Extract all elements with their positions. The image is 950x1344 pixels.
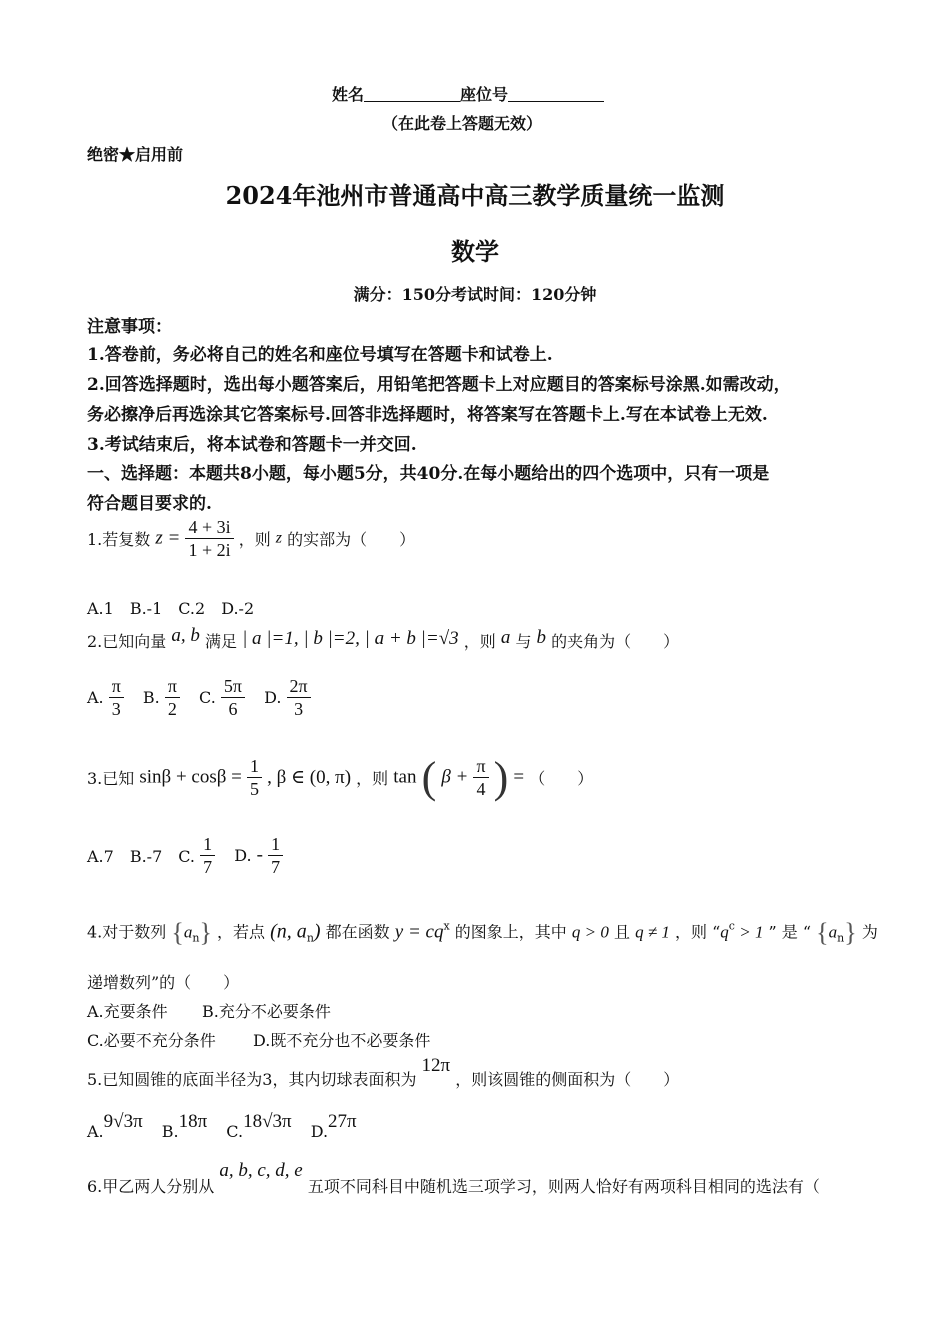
q3-opt-d: D. (234, 846, 252, 865)
q4-prefix: 4.对于数列 (87, 922, 167, 942)
q5-val-d: 27π (328, 1111, 357, 1132)
seat-blank (508, 85, 604, 102)
q1-prefix: 1.若复数 (87, 530, 151, 549)
q6-suffix: 五项不同科目中随机选三项学习，则两人恰好有两项科目相同的选法有（ (307, 1177, 820, 1196)
q4-qc: q (720, 922, 729, 942)
q2-condition: | a |=1, | b |=2, | a + b |=√3 (242, 628, 459, 649)
q3-c-den: 7 (203, 857, 213, 877)
exam-title: 2024年池州市普通高中高三教学质量统一监测 (225, 181, 725, 210)
q2-frac-a (109, 675, 124, 720)
question-2 (87, 625, 679, 652)
seat-label: 座位号 (460, 85, 509, 104)
q2-b-num: π (165, 675, 180, 698)
question-1 (87, 516, 415, 561)
q2-b-den: 2 (167, 699, 177, 719)
q3-f-den: 5 (249, 779, 259, 799)
q5-suffix: ，则该圆锥的侧面积为（ ） (455, 1070, 680, 1089)
q2-opt-a: A. (87, 688, 104, 707)
q3-f-num: 1 (247, 755, 262, 778)
q2-cond-label: 满足 (204, 632, 237, 651)
q2-a-den: 3 (111, 699, 121, 719)
q4-qie: 且 (613, 922, 630, 942)
q2-options (87, 675, 311, 720)
q2-vars: a, b (171, 625, 200, 646)
q4-point: (n, a (270, 920, 307, 943)
q4-point-end: ) (313, 920, 321, 943)
q5-opt-c: C. (226, 1122, 244, 1141)
q1-mid: ，则 (238, 530, 271, 549)
q3-neg: - (256, 844, 263, 866)
q6-prefix: 6.甲乙两人分别从 (87, 1177, 215, 1196)
q5-prefix: 5.已知圆锥的底面半径为3，其内切球表面积为 (87, 1070, 417, 1089)
q5-opt-b: B. (161, 1122, 179, 1141)
q5-area: 12π (421, 1055, 451, 1076)
q4-seq: a (183, 922, 193, 942)
q4-brace2-left: { (816, 918, 829, 947)
q5-opt-a: A. (87, 1122, 104, 1141)
q3-pi-den: 4 (476, 779, 486, 799)
q1-fraction (185, 516, 233, 561)
q4-seq2: a (828, 922, 838, 942)
q3-prefix: 3.已知 (87, 769, 135, 788)
candidate-info-line (332, 82, 604, 105)
q3-eq: = (513, 766, 525, 788)
q3-mid: ，则 (356, 769, 389, 788)
q2-c-num: 5π (221, 675, 245, 698)
q4-mid4: ，则 “ (675, 922, 721, 942)
q3-frac (247, 755, 262, 800)
q4-brace-right: } (199, 918, 212, 947)
q2-frac-b (165, 675, 180, 720)
q4-option-d: D.既不充分也不必要条件 (253, 1031, 431, 1050)
q2-opt-c: C. (199, 688, 216, 707)
q3-suffix: （ ） (529, 769, 594, 788)
q4-point-sub: n (306, 931, 314, 945)
q1-var: z (275, 529, 283, 547)
q2-d-den: 3 (294, 699, 304, 719)
q3-frac-d (268, 833, 283, 878)
q5-val-a: 9√3π (103, 1111, 143, 1132)
notice-item-3: 3.考试结束后，将本试卷和答题卡一并交回. (87, 435, 417, 455)
q2-a-num: π (109, 675, 124, 698)
name-label: 姓名 (332, 85, 365, 104)
q2-d-num: 2π (287, 675, 311, 698)
q1-suffix: 的实部为（ ） (287, 530, 416, 549)
q4-option-c: C.必要不充分条件 (87, 1031, 216, 1050)
q4-brace-left: { (171, 918, 184, 947)
q2-prefix: 2.已知向量 (87, 632, 167, 651)
question-5 (87, 1055, 679, 1090)
notice-item-1: 1.答卷前，务必将自己的姓名和座位号填写在答题卡和试卷上. (87, 345, 553, 365)
q4-mid1: ，若点 (217, 922, 266, 942)
q1-lhs: z = (155, 527, 181, 549)
q4-qc-gt: > 1 (734, 922, 764, 942)
q2-mid: ，则 (463, 632, 496, 651)
q5-opt-d: D. (310, 1122, 329, 1141)
q3-d-den: 7 (271, 857, 281, 877)
q2-suffix: 的夹角为（ ） (551, 632, 680, 651)
q1-numerator: 4 + 3i (185, 516, 233, 539)
notice-item-2b: 务必擦净后再选涂其它答案标号.回答非选择题时，将答案写在答题卡上.写在本试卷上无效. (87, 405, 768, 425)
q4-qc-sup: c (728, 919, 735, 933)
q4-option-b: B.充分不必要条件 (202, 1002, 331, 1021)
question-6 (87, 1160, 820, 1197)
subject-title: 数学 (451, 237, 499, 266)
q4-mid5: ” 是 “ (763, 922, 812, 942)
q3-paren-right: ) (493, 753, 509, 802)
question-3 (87, 752, 593, 803)
q4-cond2: q ≠ 1 (635, 922, 670, 942)
q5-options (87, 1111, 357, 1141)
q4-wei: 为 (861, 922, 878, 942)
q2-frac-d (287, 675, 311, 720)
q4-func-sup: x (443, 919, 450, 933)
q2-b: b (536, 627, 547, 648)
q3-d-num: 1 (268, 833, 283, 856)
q3-options (87, 833, 283, 878)
q4-seq2-sub: n (837, 931, 845, 945)
q1-denominator: 1 + 2i (188, 540, 231, 560)
q2-a: a (500, 627, 511, 648)
q3-pi-num: π (473, 755, 488, 778)
score-info: 满分：150分考试时间：120分钟 (353, 285, 597, 304)
q1-options: A.1 B.-1 C.2 D.-2 (87, 599, 255, 618)
q2-opt-d: D. (264, 688, 282, 707)
notice-item-2a: 2.回答选择题时，选出每小题答案后，用铅笔把答题卡上对应题目的答案标号涂黑.如需改动， (87, 375, 791, 395)
q4-mid2: 都在函数 (325, 922, 390, 942)
q4-seq-sub: n (192, 931, 200, 945)
q4-option-a: A.充要条件 (87, 1002, 168, 1021)
q3-range: , β ∈ (0, π) (267, 767, 352, 788)
q5-val-c: 18√3π (243, 1111, 292, 1132)
q3-frac-c (200, 833, 215, 878)
q3-expr: sinβ + cosβ = (139, 766, 242, 788)
section-1-line-1: 一、选择题：本题共8小题，每小题5分，共40分.在每小题给出的四个选项中，只有一项是 (87, 464, 770, 484)
q5-val-b: 18π (178, 1111, 208, 1132)
secret-label: 绝密★启用前 (87, 145, 184, 164)
q2-opt-b: B. (142, 688, 160, 707)
q2-c-den: 6 (228, 699, 238, 719)
q4-func: y = cq (394, 921, 444, 943)
q6-vars: a, b, c, d, e (219, 1160, 303, 1181)
q4-brace2-right: } (844, 918, 857, 947)
q3-inner: β + (441, 766, 469, 788)
q3-pi-frac (473, 755, 488, 800)
q4-mid3: 的图象上，其中 (454, 922, 567, 942)
question-4 (87, 918, 878, 948)
q3-paren-left: ( (421, 753, 437, 802)
q3-tan: tan (393, 766, 417, 788)
section-1-line-2: 符合题目要求的. (87, 494, 212, 514)
notice-heading: 注意事项： (87, 317, 172, 337)
invalid-note: （在此卷上答题无效） (382, 114, 543, 133)
q2-frac-c (221, 675, 245, 720)
q4-line-2: 递增数列”的（ ） (87, 973, 240, 992)
q3-opt-abc: A.7 B.-7 C. (87, 847, 196, 866)
q3-c-num: 1 (200, 833, 215, 856)
q2-yu: 与 (515, 632, 532, 651)
name-blank (364, 85, 460, 102)
q4-cond1: q > 0 (571, 922, 609, 942)
